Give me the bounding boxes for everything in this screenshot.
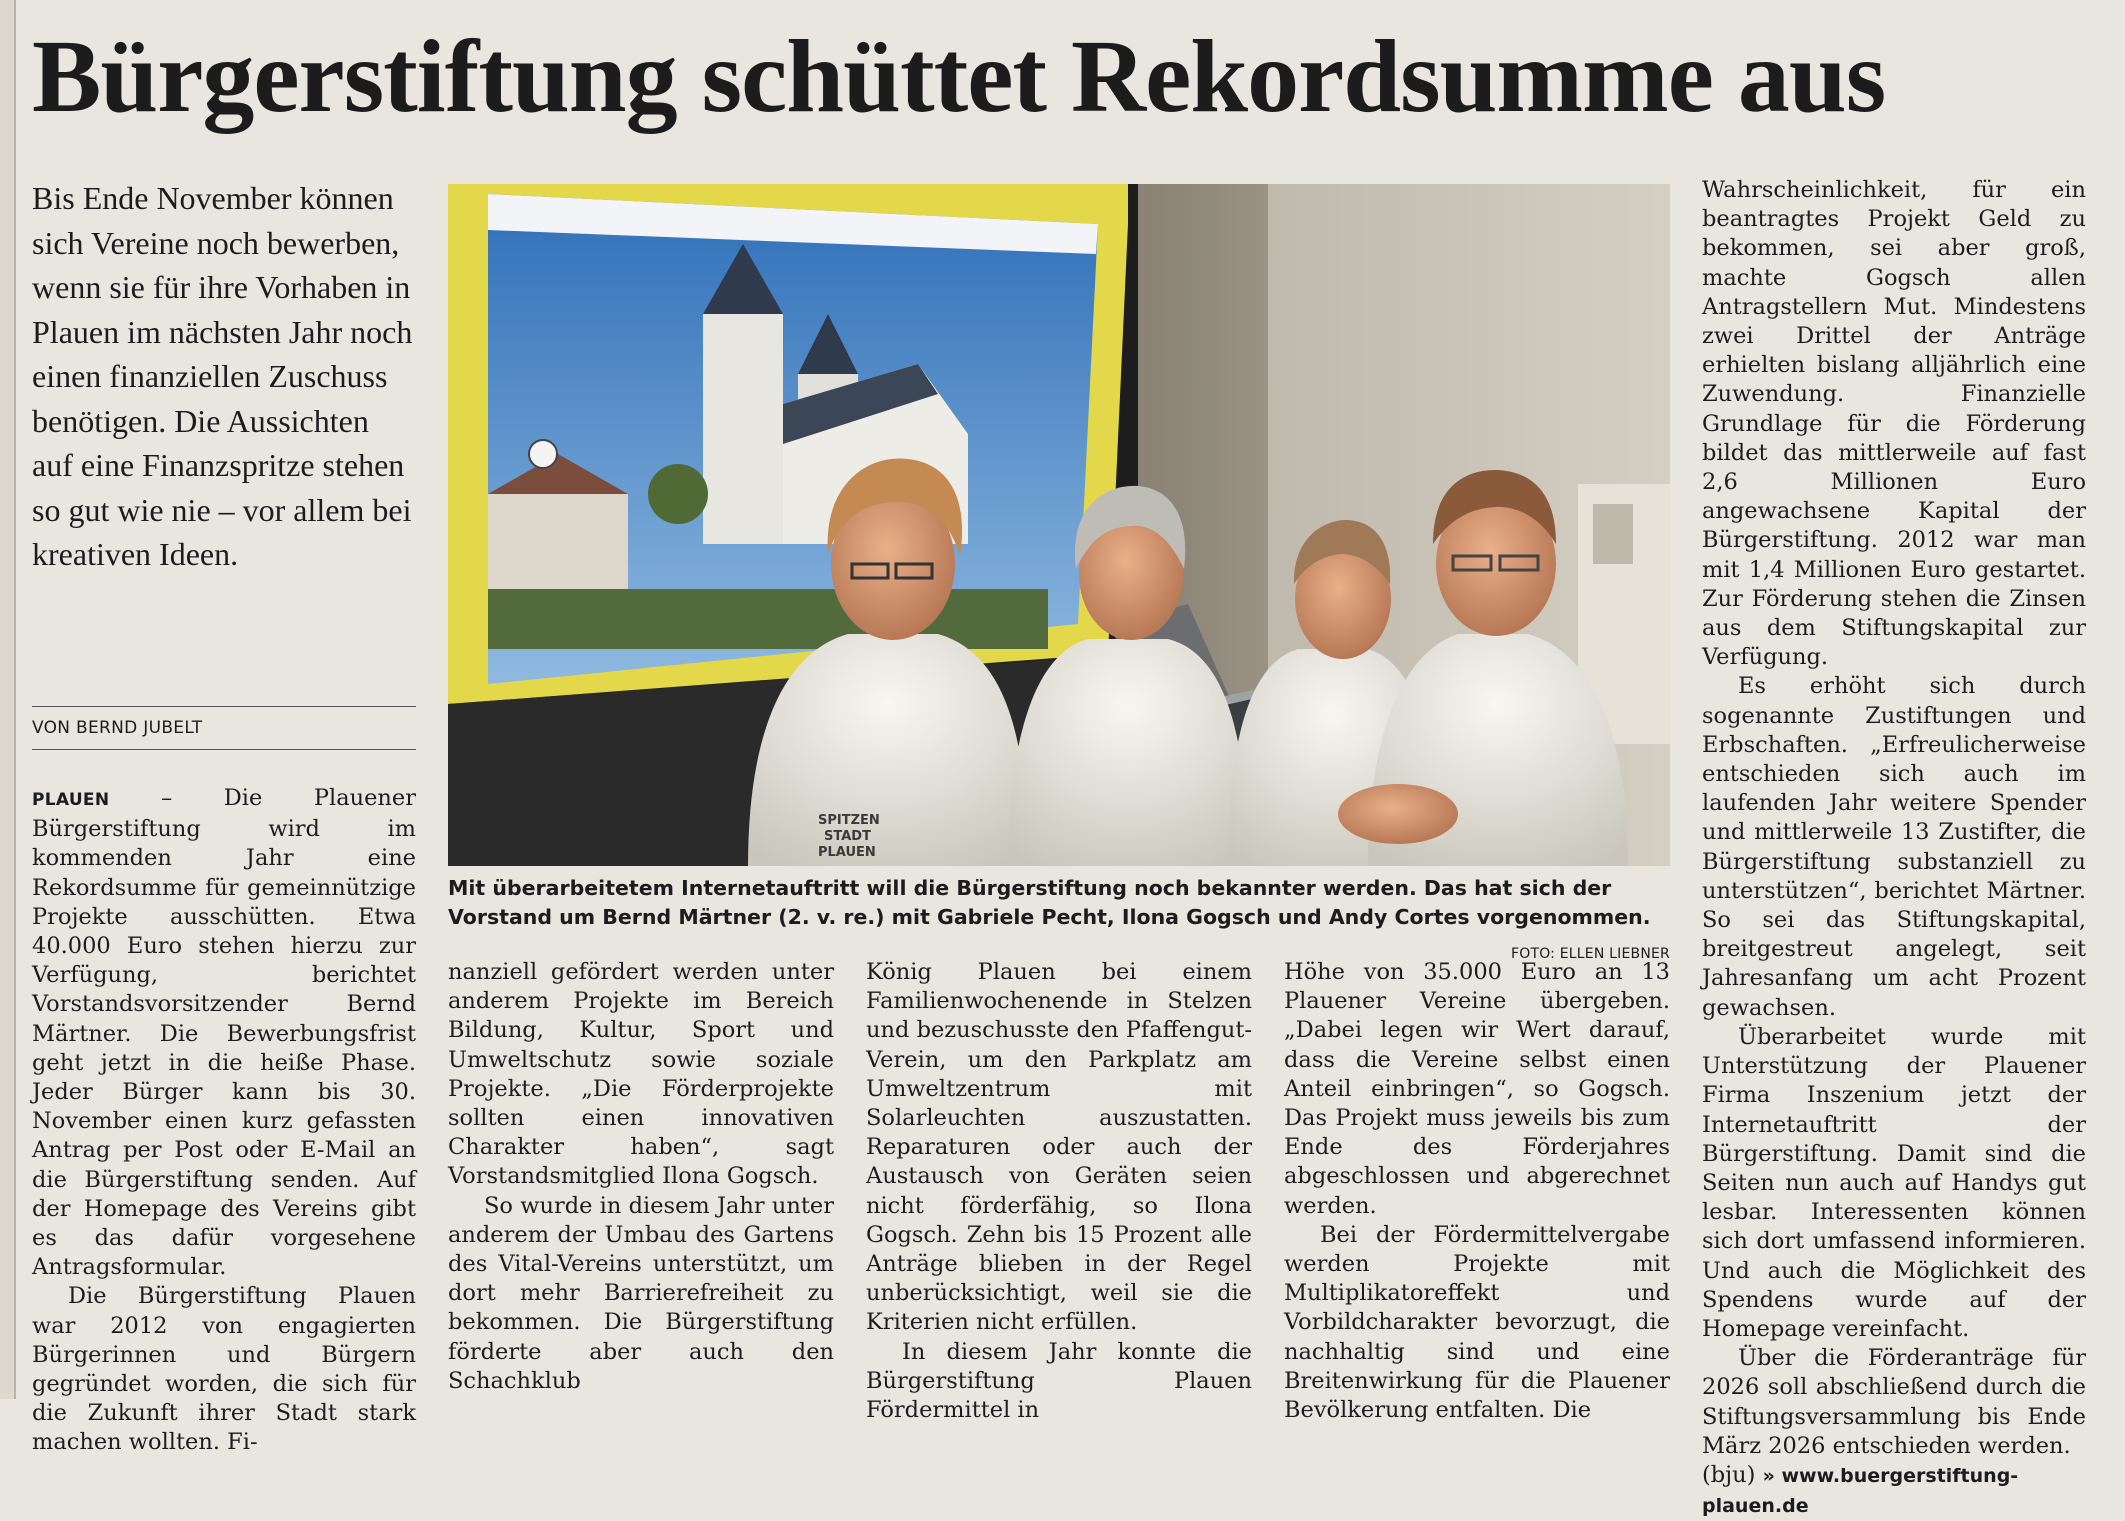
paragraph: Über die Förderanträge für 2026 soll abschließend durch die Stiftungsversammlung bis Ende März 2026 entschieden werden. (1702, 1345, 2086, 1459)
page-edge (0, 0, 16, 1399)
shirt-logo-line: PLAUEN (818, 845, 876, 860)
paragraph: In diesem Jahr konnte die Bürgerstiftung Plauen Fördermittel in (866, 1338, 1252, 1424)
shirt-logo-line: STADT (824, 829, 871, 844)
website-link[interactable]: » www.buergerstiftung-plauen.de (1702, 1464, 2019, 1518)
paragraph: Die Bürgerstiftung Plauen war 2012 von engagierten Bürgerinnen und Bürgern gegründet worden, die sich für die Zukunft ihrer Stadt stark machen wollten. Fi- (32, 1283, 416, 1456)
paragraph: Es erhöht sich durch sogenannte Zustiftungen und Erbschaften. „Erfreulicherweise entschieden sich auch im laufenden Jahr weitere Spender und mittlerweile 13 Zustifter, die Bürgerstiftung substanziell zu unterstützen“, berichtet Märtner. So sei das Stiftungskapital, breitgestreut angelegt, seit Jahresanfang um acht Prozent gewachsen. (1702, 673, 2086, 1021)
article-column-2 (448, 958, 834, 1396)
article-photo (448, 184, 1670, 866)
article-column-5 (1702, 176, 2086, 1521)
photo-caption (448, 874, 1670, 969)
paragraph: Bei der Fördermittelvergabe werden Projekte mit Multiplikatoreffekt und Vorbildcharakter bevorzugt, die nachhaltig sind und eine Breitenwirkung für die Plauener Bevölkerung entfalten. Die (1284, 1221, 1670, 1424)
photo-illustration (448, 184, 1670, 866)
paragraph: Überarbeitet wurde mit Unterstützung der Plauener Firma Inszenium jetzt der Internetauftritt der Bürgerstiftung. Damit sind die Seiten nun auch auf Handys gut lesbar. Interessenten können sich dort umfassend informieren. Und auch die Möglichkeit des Spendens wurde auf der Homepage vereinfacht. (1702, 1023, 2086, 1342)
photo-credit: FOTO: ELLEN LIEBNER (1510, 946, 1670, 962)
paragraph (32, 784, 416, 1282)
caption-text: Mit überarbeitetem Internetauftritt will die Bürgerstiftung noch bekannter werden. Das hat sich der Vorstand um Bernd Märtner (2. v. re.) mit Gabriele Pecht, Ilona Gogsch und Andy Cortes vorgenommen. (448, 876, 1651, 929)
article-column-3 (866, 958, 1252, 1425)
paragraph: König Plauen bei einem Familienwochenende in Stelzen und bezuschusste den Pfaffengut-Verein, um den Parkplatz am Umweltzentrum mit Solarleuchten auszustatten. Reparaturen oder auch der Austausch von Geräten seien nicht förderfähig, so Ilona Gogsch. Zehn bis 15 Prozent alle Anträge blieben in der Regel unberücksichtigt, weil sie die Kriterien nicht erfüllen. (866, 959, 1252, 1336)
article-column-1 (32, 784, 416, 1458)
paragraph: Höhe von 35.000 Euro an 13 Plauener Vereine übergeben. „Dabei legen wir Wert darauf, dass die Vereine selbst einen Anteil einbringen“, so Gogsch. Das Projekt muss jeweils bis zum Ende des Förderjahres abgeschlossen und abgerechnet werden. (1284, 959, 1670, 1219)
paragraph: So wurde in diesem Jahr unter anderem der Umbau des Gartens des Vital-Vereins unterstützt, um dort mehr Barrierefreiheit zu bekommen. Die Bürgerstiftung förderte aber auch den Schachklub (448, 1192, 834, 1394)
shirt-logo-line: SPITZEN (818, 813, 880, 828)
author-initials: (bju) (1702, 1461, 1756, 1488)
article-signoff (1702, 1461, 2086, 1521)
paragraph: Wahrscheinlichkeit, für ein beantragtes Projekt Geld zu bekommen, sei aber groß, machte Gogsch allen Antragstellern Mut. Mindestens zwei Drittel der Anträge erhielten bislang alljährlich eine Zuwendung. Finanzielle Grundlage für die Förderung bildet das mittlerweile auf fast 2,6 Millionen Euro angewachsene Kapital der Bürgerstiftung. 2012 war man mit 1,4 Millionen Euro gestartet. Zur Förderung stehen die Zinsen aus dem Stiftungskapital zur Verfügung. (1702, 177, 2086, 671)
teaser: Bis Ende November können sich Vereine noch bewerben, wenn sie für ihre Vorhaben in Plauen im nächsten Jahr noch einen finanziellen Zuschuss benötigen. Die Aussichten auf eine Finanzspritze stehen so gut wie nie – vor allem bei kreativen Ideen. (32, 180, 413, 572)
headline: Bürgerstiftung schüttet Rekordsumme aus (32, 19, 1886, 134)
byline: VON BERND JUBELT (32, 706, 416, 750)
paragraph-text: – Die Plauener Bürgerstiftung wird im kommenden Jahr eine Rekordsumme für gemeinnützige Projekte ausschütten. Etwa 40.000 Euro stehen hierzu zur Verfügung, berichtet Vorstandsvorsitzender Bernd Märtner. Die Bewerbungsfrist geht jetzt in die heiße Phase. Jeder Bürger kann bis 30. November einen kurz gefassten Antrag per Post oder E-Mail an die Bürgerstiftung senden. Auf der Homepage des Vereins gibt es das dafür vorgesehene Antragsformular. (32, 785, 416, 1281)
dateline: PLAUEN (32, 790, 110, 810)
article-column-4 (1284, 958, 1670, 1425)
paragraph: nanziell gefördert werden unter anderem Projekte im Bereich Bildung, Kultur, Sport und Umweltschutz sowie soziale Projekte. „Die Förderprojekte sollten einen innovativen Charakter haben“, sagt Vorstandsmitglied Ilona Gogsch. (448, 959, 834, 1190)
